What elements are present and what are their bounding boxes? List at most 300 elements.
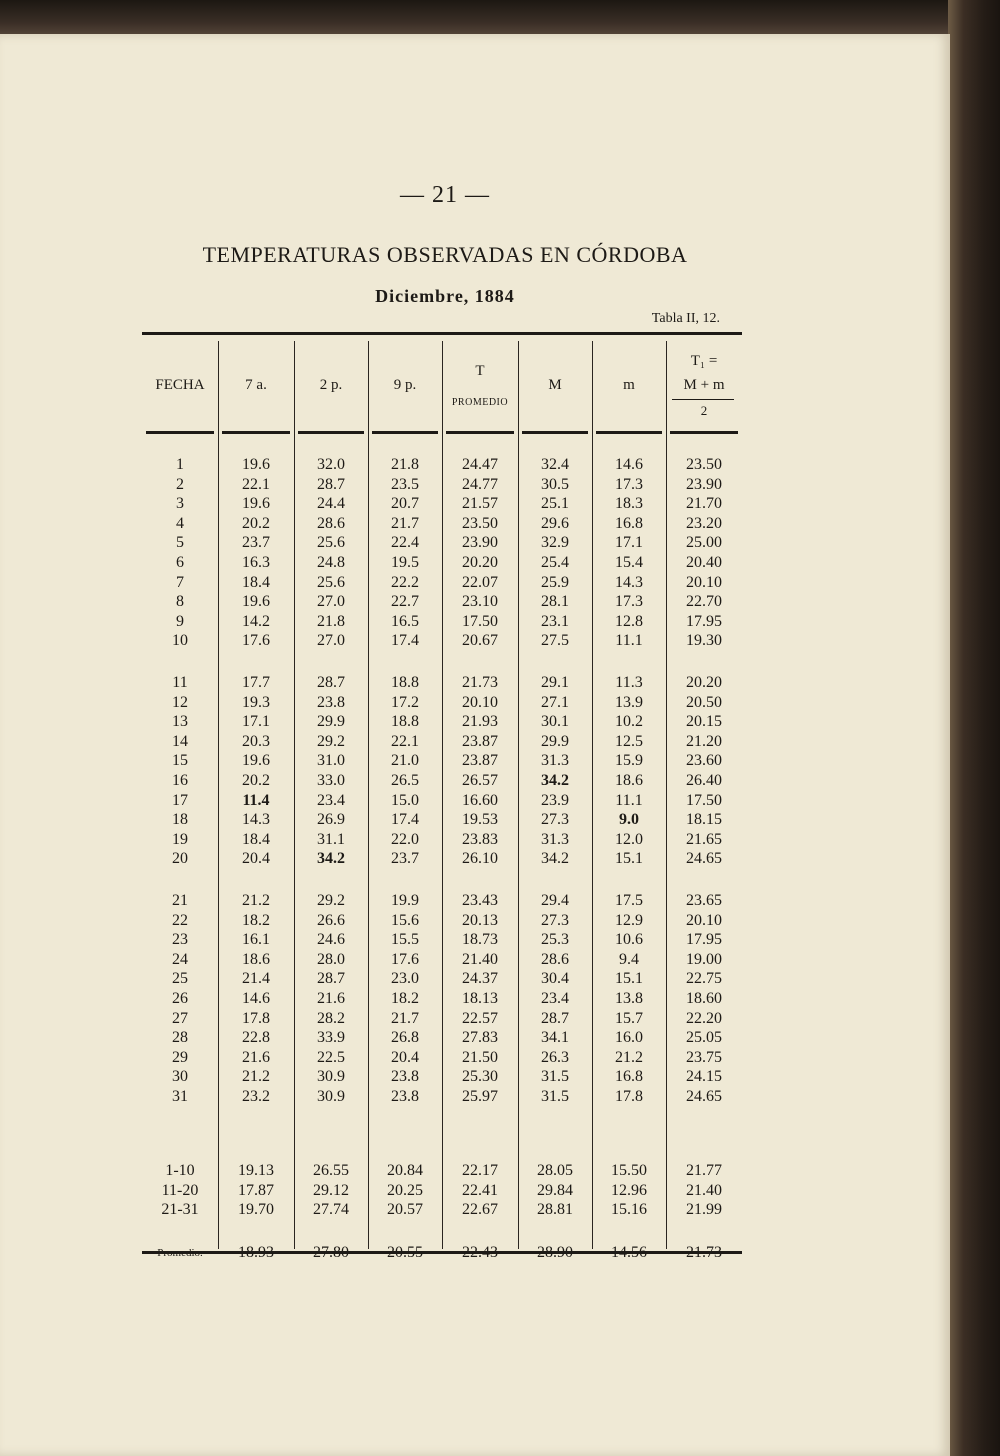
- table-cell: 18.4: [242, 831, 270, 848]
- table-cell: 19.13: [238, 1162, 274, 1179]
- table-cell: 27: [172, 1010, 188, 1027]
- table-cell: 21.6: [317, 990, 345, 1007]
- fraction-bar: [672, 399, 734, 400]
- table-cell: 12: [172, 694, 188, 711]
- table-cell: 17.8: [242, 1010, 270, 1027]
- table-cell: 31.3: [541, 831, 569, 848]
- table-cell: 23.4: [317, 792, 345, 809]
- table-cell: 15.1: [615, 850, 643, 867]
- table-cell: 20.57: [387, 1201, 423, 1218]
- table-cell: 21.8: [317, 613, 345, 630]
- header-rule: [298, 431, 364, 434]
- table-cell: 23.20: [686, 515, 722, 532]
- table-cell: 20.55: [387, 1244, 423, 1261]
- table-cell: 24.47: [462, 456, 498, 473]
- table-cell: 28.1: [541, 593, 569, 610]
- table-cell: 25: [172, 970, 188, 987]
- summary-row: [142, 1200, 742, 1220]
- table-cell: 31.5: [541, 1068, 569, 1085]
- table-cell: 16.0: [615, 1029, 643, 1046]
- table-cell: 32.4: [541, 456, 569, 473]
- table-cell: 27.5: [541, 632, 569, 649]
- table-cell: Promedio.: [157, 1247, 203, 1259]
- table-cell: 29.2: [317, 733, 345, 750]
- table-cell: 22.5: [317, 1049, 345, 1066]
- table-cell: 25.6: [317, 534, 345, 551]
- table-cell: 22.57: [462, 1010, 498, 1027]
- header-t: T: [475, 363, 485, 379]
- table-cell: 23.10: [462, 593, 498, 610]
- table-cell: 15.0: [391, 792, 419, 809]
- table-cell: 16.8: [615, 1068, 643, 1085]
- table-cell: 15.1: [615, 970, 643, 987]
- table-cell: 20.10: [462, 694, 498, 711]
- table-cell: 18.6: [242, 951, 270, 968]
- table-cell: 21.2: [242, 1068, 270, 1085]
- table-cell: 20.15: [686, 713, 722, 730]
- table-cell: 21.2: [615, 1049, 643, 1066]
- table-cell: 17.6: [242, 632, 270, 649]
- table-cell: 17.95: [686, 931, 722, 948]
- table-row: [142, 673, 742, 693]
- table-cell: 9.4: [619, 951, 639, 968]
- table-cell: 26.57: [462, 772, 498, 789]
- table-cell: 12.0: [615, 831, 643, 848]
- table-cell: 27.1: [541, 694, 569, 711]
- table-cell: 2: [176, 476, 184, 493]
- summary-row: [142, 1181, 742, 1201]
- table-cell: 23.8: [391, 1088, 419, 1105]
- table-cell: 24.4: [317, 495, 345, 512]
- table-row: [142, 751, 742, 771]
- table-cell: 16.60: [462, 792, 498, 809]
- table-row: [142, 533, 742, 553]
- table-cell: 29.9: [541, 733, 569, 750]
- table-cell: 22.75: [686, 970, 722, 987]
- table-cell: 14: [172, 733, 188, 750]
- table-cell: 23.87: [462, 752, 498, 769]
- table-cell: 23.9: [541, 792, 569, 809]
- table-row: [142, 712, 742, 732]
- header-2p: 2 p.: [319, 377, 343, 393]
- table-cell: 23.50: [686, 456, 722, 473]
- table-cell: 27.74: [313, 1201, 349, 1218]
- table-cell: 22.20: [686, 1010, 722, 1027]
- table-cell: 16.8: [615, 515, 643, 532]
- table-cell: 28.6: [541, 951, 569, 968]
- table-cell: 17.50: [686, 792, 722, 809]
- table-row: [142, 830, 742, 850]
- table-cell: 29.84: [537, 1182, 573, 1199]
- table-row: [142, 1048, 742, 1068]
- table-cell: 21.57: [462, 495, 498, 512]
- table-cell: 12.5: [615, 733, 643, 750]
- table-cell: 1-10: [165, 1162, 195, 1179]
- table-cell: 8: [176, 593, 184, 610]
- table-cell: 21: [172, 892, 188, 909]
- table-cell: 30.1: [541, 713, 569, 730]
- table-cell: 25.4: [541, 554, 569, 571]
- table-cell: 28.6: [317, 515, 345, 532]
- table-row: [142, 592, 742, 612]
- table-cell: 27.80: [313, 1244, 349, 1261]
- table-cell: 25.1: [541, 495, 569, 512]
- table-cell: 21.50: [462, 1049, 498, 1066]
- table-row: [142, 514, 742, 534]
- table-cell: 29.12: [313, 1182, 349, 1199]
- table-cell: 11.1: [615, 792, 643, 809]
- table-cell: 19.3: [242, 694, 270, 711]
- table-cell: 29.1: [541, 674, 569, 691]
- table-row: [142, 631, 742, 651]
- table-cell: 15.4: [615, 554, 643, 571]
- table-cell: 28.7: [541, 1010, 569, 1027]
- table-cell: 28.2: [317, 1010, 345, 1027]
- table-cell: 11.3: [615, 674, 643, 691]
- table-cell: 21.77: [686, 1162, 722, 1179]
- table-row: [142, 950, 742, 970]
- table-cell: 20.13: [462, 912, 498, 929]
- table-cell: 21.20: [686, 733, 722, 750]
- table-cell: 16.3: [242, 554, 270, 571]
- table-cell: 23.8: [391, 1068, 419, 1085]
- header-rule: [446, 431, 514, 434]
- table-cell: 21.8: [391, 456, 419, 473]
- table-row: [142, 475, 742, 495]
- table-cell: 31.0: [317, 752, 345, 769]
- table-cell: 17.2: [391, 694, 419, 711]
- table-cell: 26.55: [313, 1162, 349, 1179]
- table-cell: 23.2: [242, 1088, 270, 1105]
- temperature-table: [142, 332, 742, 1261]
- table-cell: 20.67: [462, 632, 498, 649]
- table-cell: 23.65: [686, 892, 722, 909]
- table-cell: 14.2: [242, 613, 270, 630]
- table-cell: 6: [176, 554, 184, 571]
- table-cell: 29.4: [541, 892, 569, 909]
- table-cell: 16.1: [242, 931, 270, 948]
- table-cell: 21.0: [391, 752, 419, 769]
- table-cell: 30.9: [317, 1068, 345, 1085]
- table-cell: 22.0: [391, 831, 419, 848]
- table-cell: 17.3: [615, 476, 643, 493]
- table-cell: 34.2: [541, 850, 569, 867]
- table-cell: 27.0: [317, 593, 345, 610]
- header-t1-formula: M + m: [683, 377, 725, 393]
- page-subtitle: Diciembre, 1884: [375, 286, 515, 306]
- table-cell: 33.9: [317, 1029, 345, 1046]
- table-cell: 18.8: [391, 674, 419, 691]
- table-cell: 32.0: [317, 456, 345, 473]
- table-cell: 19.6: [242, 495, 270, 512]
- table-cell: 18.6: [615, 772, 643, 789]
- header-rule: [372, 431, 438, 434]
- table-cell: 19.6: [242, 752, 270, 769]
- table-cell: 22.1: [391, 733, 419, 750]
- table-cell: 23.4: [541, 990, 569, 1007]
- table-cell: 23.8: [317, 694, 345, 711]
- table-cell: 18: [172, 811, 188, 828]
- table-cell: 28.7: [317, 674, 345, 691]
- table-cell: 18.2: [391, 990, 419, 1007]
- table-cell: 17.7: [242, 674, 270, 691]
- table-cell: 17.1: [615, 534, 643, 551]
- header-M: M: [548, 377, 562, 393]
- table-cell: 22.4: [391, 534, 419, 551]
- table-cell: 22.70: [686, 593, 722, 610]
- book-cover-top: [0, 0, 1000, 38]
- table-cell: 29.9: [317, 713, 345, 730]
- table-cell: 1: [176, 456, 184, 473]
- table-cell: 20.50: [686, 694, 722, 711]
- table-cell: 29.2: [317, 892, 345, 909]
- table-cell: 28.7: [317, 970, 345, 987]
- table-cell: 16: [172, 772, 188, 789]
- table-cell: 21.99: [686, 1201, 722, 1218]
- table-cell: 20.20: [686, 674, 722, 691]
- table-cell: 15: [172, 752, 188, 769]
- table-cell: 33.0: [317, 772, 345, 789]
- table-row: [142, 553, 742, 573]
- table-cell: 22.67: [462, 1201, 498, 1218]
- table-cell: 25.9: [541, 574, 569, 591]
- table-cell: 9.0: [619, 811, 639, 828]
- table-cell: 27.3: [541, 811, 569, 828]
- table-cell: 19.5: [391, 554, 419, 571]
- table-cell: 30.4: [541, 970, 569, 987]
- table-cell: 21.40: [686, 1182, 722, 1199]
- table-cell: 18.15: [686, 811, 722, 828]
- table-row: [142, 810, 742, 830]
- header-rule: [670, 431, 738, 434]
- table-cell: 24.77: [462, 476, 498, 493]
- table-reference: Tabla II, 12.: [651, 311, 720, 326]
- table-cell: 19.9: [391, 892, 419, 909]
- header-m: m: [623, 377, 635, 393]
- table-cell: 21.73: [462, 674, 498, 691]
- table-cell: 23.5: [391, 476, 419, 493]
- page-title: TEMPERATURAS OBSERVADAS EN CÓRDOBA: [202, 242, 688, 267]
- table-cell: 24.65: [686, 850, 722, 867]
- header-7a: 7 a.: [245, 377, 267, 393]
- table-cell: 32.9: [541, 534, 569, 551]
- table-cell: 28.05: [537, 1162, 573, 1179]
- table-cell: 20.2: [242, 515, 270, 532]
- table-cell: 25.30: [462, 1068, 498, 1085]
- table-cell: 24: [172, 951, 188, 968]
- table-row: [142, 771, 742, 791]
- table-row: [142, 732, 742, 752]
- table-cell: 19.6: [242, 456, 270, 473]
- table-row: [142, 494, 742, 514]
- table-cell: 15.9: [615, 752, 643, 769]
- table-cell: 22.43: [462, 1244, 498, 1261]
- table-cell: 22.7: [391, 593, 419, 610]
- table-cell: 21.4: [242, 970, 270, 987]
- table-cell: 4: [176, 515, 184, 532]
- table-cell: 14.56: [611, 1244, 647, 1261]
- table-cell: 31.3: [541, 752, 569, 769]
- table-cell: 30.5: [541, 476, 569, 493]
- table-cell: 23.50: [462, 515, 498, 532]
- table-cell: 17.1: [242, 713, 270, 730]
- table-cell: 10.2: [615, 713, 643, 730]
- table-cell: 18.3: [615, 495, 643, 512]
- table-cell: 28.0: [317, 951, 345, 968]
- table-cell: 22.1: [242, 476, 270, 493]
- table-row: [142, 849, 742, 869]
- table-cell: 28.90: [537, 1244, 573, 1261]
- table-cell: 24.37: [462, 970, 498, 987]
- table-cell: 26.40: [686, 772, 722, 789]
- table-cell: 21-31: [161, 1201, 199, 1218]
- table-cell: 26.8: [391, 1029, 419, 1046]
- table-cell: 17: [172, 792, 188, 809]
- table-cell: 22.8: [242, 1029, 270, 1046]
- table-cell: 22: [172, 912, 188, 929]
- table-cell: 21.6: [242, 1049, 270, 1066]
- table-cell: 20.3: [242, 733, 270, 750]
- page-number: — 21 —: [400, 182, 490, 208]
- header-t-promedio: PROMEDIO: [451, 397, 509, 408]
- table-cell: 23.87: [462, 733, 498, 750]
- table-cell: 14.6: [242, 990, 270, 1007]
- table-cell: 21.2: [242, 892, 270, 909]
- header-rule: [146, 431, 214, 434]
- table-cell: 22.17: [462, 1162, 498, 1179]
- table-cell: 24.15: [686, 1068, 722, 1085]
- table-cell: 26.10: [462, 850, 498, 867]
- table-cell: 20.84: [387, 1162, 423, 1179]
- table-cell: 23: [172, 931, 188, 948]
- table-cell: 20.20: [462, 554, 498, 571]
- table-cell: 12.8: [615, 613, 643, 630]
- table-cell: 21.70: [686, 495, 722, 512]
- table-cell: 27.0: [317, 632, 345, 649]
- table-row: [142, 989, 742, 1009]
- table-cell: 11.1: [615, 632, 643, 649]
- table-cell: 20.4: [391, 1049, 419, 1066]
- table-cell: 15.5: [391, 931, 419, 948]
- table-row: [142, 1087, 742, 1107]
- table-cell: 26.5: [391, 772, 419, 789]
- document-page: [0, 34, 950, 1456]
- table-cell: 19.53: [462, 811, 498, 828]
- table-row: [142, 930, 742, 950]
- table-cell: 23.43: [462, 892, 498, 909]
- table-row: [142, 573, 742, 593]
- table-cell: 30.9: [317, 1088, 345, 1105]
- table-cell: 18.13: [462, 990, 498, 1007]
- table-cell: 17.5: [615, 892, 643, 909]
- table-row: [142, 1067, 742, 1087]
- table-cell: 18.60: [686, 990, 722, 1007]
- table-cell: 23.7: [242, 534, 270, 551]
- table-cell: 15.7: [615, 1010, 643, 1027]
- table-cell: 17.8: [615, 1088, 643, 1105]
- average-row: [142, 1243, 742, 1263]
- table-row: [142, 455, 742, 475]
- table-cell: 27.83: [462, 1029, 498, 1046]
- table-cell: 5: [176, 534, 184, 551]
- table-cell: 15.16: [611, 1201, 647, 1218]
- table-cell: 20.4: [242, 850, 270, 867]
- table-cell: 25.6: [317, 574, 345, 591]
- table-row: [142, 1028, 742, 1048]
- table-cell: 26.6: [317, 912, 345, 929]
- table-row: [142, 693, 742, 713]
- table-cell: 28.7: [317, 476, 345, 493]
- table-cell: 29: [172, 1049, 188, 1066]
- table-cell: 26.3: [541, 1049, 569, 1066]
- table-cell: 22.2: [391, 574, 419, 591]
- table-cell: 25.3: [541, 931, 569, 948]
- table-cell: 19.70: [238, 1201, 274, 1218]
- table-cell: 23.90: [686, 476, 722, 493]
- table-cell: 16.5: [391, 613, 419, 630]
- table-cell: 23.7: [391, 850, 419, 867]
- header-rule: [522, 431, 588, 434]
- summary-row: [142, 1161, 742, 1181]
- table-cell: 28: [172, 1029, 188, 1046]
- table-cell: 25.97: [462, 1088, 498, 1105]
- table-cell: 26.9: [317, 811, 345, 828]
- table-cell: 12.9: [615, 912, 643, 929]
- table-cell: 22.41: [462, 1182, 498, 1199]
- table-cell: 24.8: [317, 554, 345, 571]
- table-cell: 34.2: [317, 850, 345, 867]
- table-cell: 11-20: [161, 1182, 199, 1199]
- table-cell: 24.6: [317, 931, 345, 948]
- table-cell: 22.07: [462, 574, 498, 591]
- table-cell: 26: [172, 990, 188, 1007]
- header-t1: T₁ =: [690, 353, 718, 369]
- table-cell: 15.6: [391, 912, 419, 929]
- table-cell: 11.4: [242, 792, 270, 809]
- table-cell: 14.6: [615, 456, 643, 473]
- table-cell: 11: [172, 674, 188, 691]
- table-cell: 13.9: [615, 694, 643, 711]
- table-cell: 19.00: [686, 951, 722, 968]
- table-cell: 20: [172, 850, 188, 867]
- table-cell: 14.3: [615, 574, 643, 591]
- table-cell: 25.05: [686, 1029, 722, 1046]
- table-cell: 28.81: [537, 1201, 573, 1218]
- header-rule: [596, 431, 662, 434]
- table-cell: 20.10: [686, 574, 722, 591]
- table-cell: 31: [172, 1088, 188, 1105]
- table-cell: 17.4: [391, 632, 419, 649]
- header-fecha: FECHA: [155, 377, 205, 393]
- table-cell: 25.00: [686, 534, 722, 551]
- table-cell: 21.7: [391, 515, 419, 532]
- table-row: [142, 891, 742, 911]
- table-cell: 7: [176, 574, 184, 591]
- table-cell: 20.25: [387, 1182, 423, 1199]
- table-cell: 20.40: [686, 554, 722, 571]
- table-row: [142, 969, 742, 989]
- table-row: [142, 612, 742, 632]
- table-cell: 18.8: [391, 713, 419, 730]
- table-cell: 17.3: [615, 593, 643, 610]
- table-cell: 17.95: [686, 613, 722, 630]
- table-cell: 17.4: [391, 811, 419, 828]
- table-cell: 21.40: [462, 951, 498, 968]
- table-cell: 21.65: [686, 831, 722, 848]
- table-cell: 24.65: [686, 1088, 722, 1105]
- table-cell: 20.7: [391, 495, 419, 512]
- table-cell: 31.1: [317, 831, 345, 848]
